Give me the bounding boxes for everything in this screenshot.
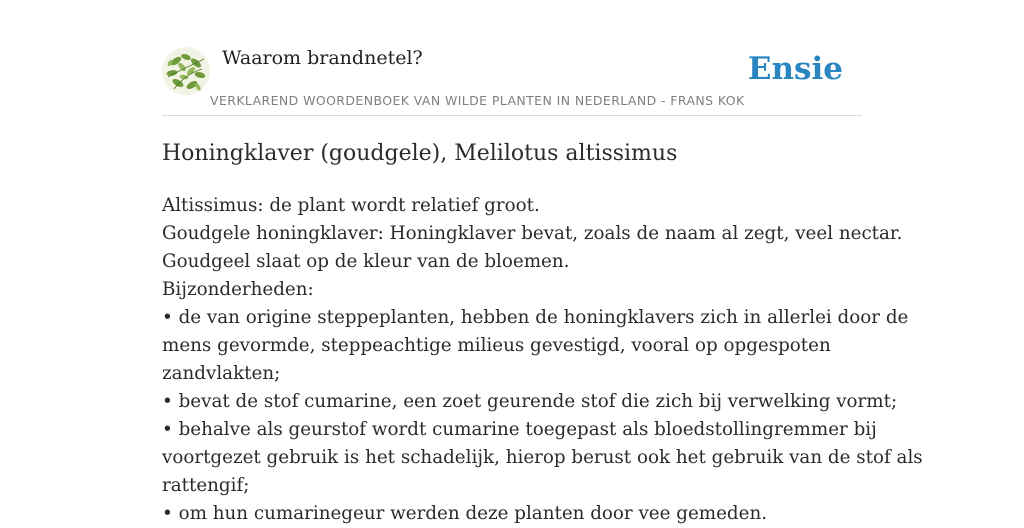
entry-title: Honingklaver (goudgele), Melilotus altissimus <box>162 141 678 166</box>
plant-leaves-icon[interactable] <box>162 47 210 95</box>
entry-line: Goudgele honingklaver: Honingklaver bevat, zoals de naam al zegt, veel nectar. <box>162 223 903 244</box>
entry-body <box>162 192 923 528</box>
entry-line: • behalve als geurstof wordt cumarine toegepast als bloedstollingremmer bij <box>162 419 877 440</box>
dictionary-subtitle: VERKLAREND WOORDENBOEK VAN WILDE PLANTEN IN NEDERLAND - FRANS KOK <box>210 93 745 108</box>
entry-line: • bevat de stof cumarine, een zoet geurende stof die zich bij verwelking vormt; <box>162 391 898 412</box>
entry-line: voortgezet gebruik is het schadelijk, hierop berust ook het gebruik van de stof als <box>162 447 923 468</box>
site-title-link[interactable]: Waarom brandnetel? <box>222 47 423 69</box>
brand-logo-link[interactable]: Ensie <box>747 51 843 87</box>
entry-line: rattengif; <box>162 475 250 496</box>
entry-line: mens gevormde, steppeachtige milieus gevestigd, vooral op opgespoten <box>162 335 831 356</box>
entry-line: Bijzonderheden: <box>162 279 314 300</box>
entry-line: zandvlakten; <box>162 363 281 384</box>
entry-line: • om hun cumarinegeur werden deze planten door vee gemeden. <box>162 503 768 524</box>
entry-line: Altissimus: de plant wordt relatief groot. <box>162 195 540 216</box>
page <box>162 0 923 524</box>
entry-line: Goudgeel slaat op de kleur van de bloemen. <box>162 251 570 272</box>
entry-line: • de van origine steppeplanten, hebben de honingklavers zich in allerlei door de <box>162 307 909 328</box>
header <box>162 0 862 116</box>
